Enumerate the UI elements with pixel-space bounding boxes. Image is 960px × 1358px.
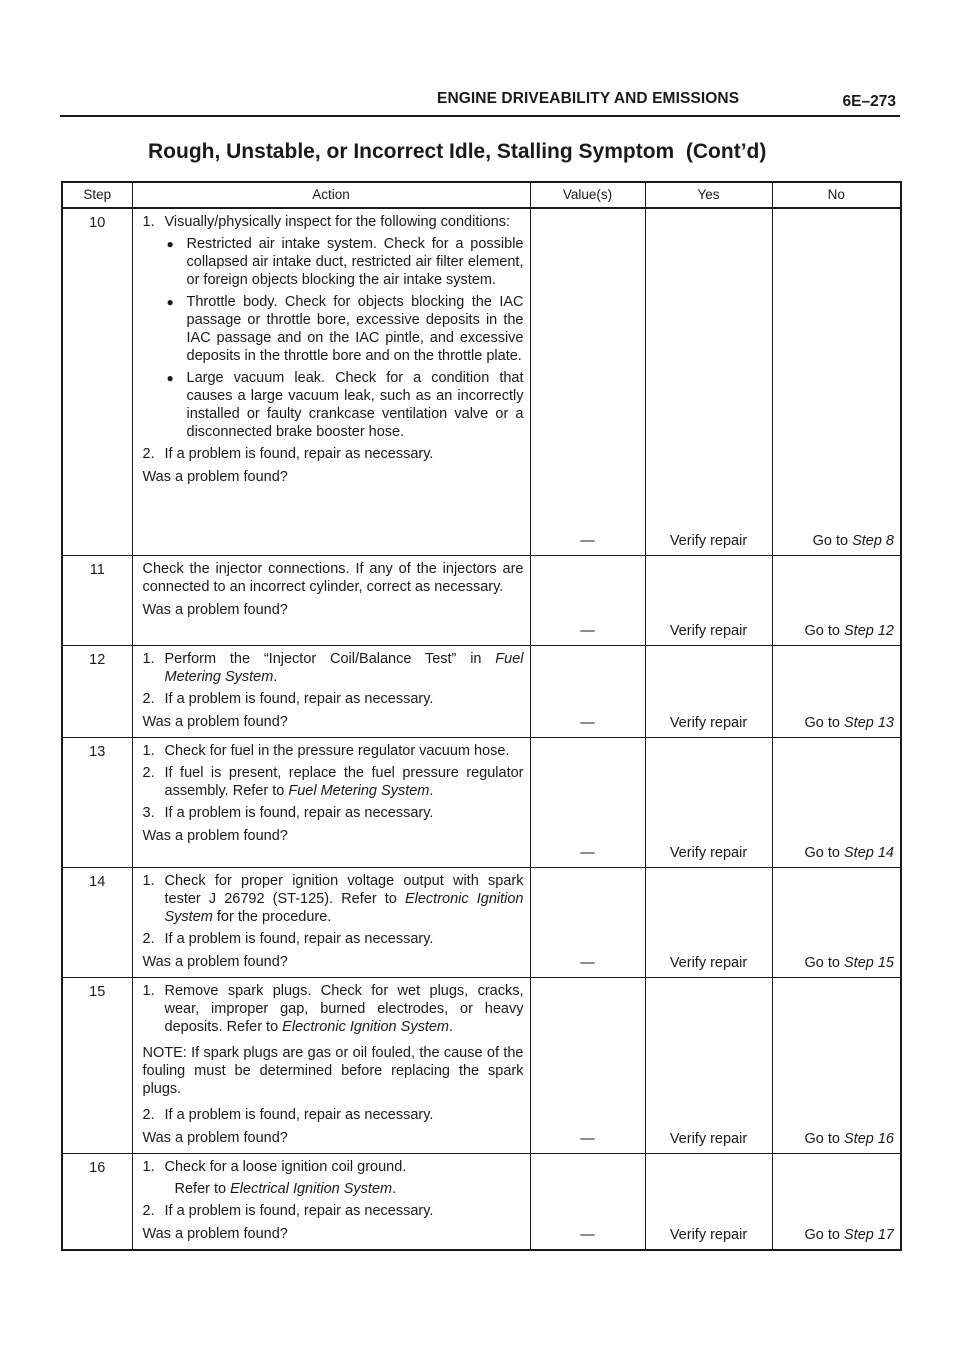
table-row	[62, 208, 901, 555]
manual-reference: Fuel Metering System	[164, 650, 524, 685]
action-cell: 1. Visually/physically inspect for the following conditions: ● Restricted air intake system. Check for a possible collapsed air intake duct, restricted air filter element, or foreign objects blocking the air intake system. ● Throttle body. Check for objects blocking the IAC passage or throttle bore, excessive deposits in the IAC passage and on the IAC pintle, and excessive deposits in the throttle bore and on the throttle plate. ● Large vacuum leak. Check for a condition that causes a large vacuum leak, such as an incorrectly installed or faulty crankcase ventilation valve or a disconnected brake booster hose. 2. If a problem is found, repair as necessary. Was a problem found?	[132, 208, 530, 555]
step-number: 10	[62, 208, 132, 555]
page-header	[60, 88, 900, 118]
header-rule	[60, 115, 900, 117]
action-cell: 1. Perform the “Injector Coil/Balance Test” in Fuel Metering System. 2. If a problem is found, repair as necessary. Was a problem found?	[132, 645, 530, 737]
question-text: Was a problem found?	[142, 469, 288, 485]
manual-reference: Fuel Metering System	[288, 782, 430, 799]
action-cell: 1. Remove spark plugs. Check for wet plugs, cracks, wear, improper gap, burned electrodes, or heavy deposits. Refer to Electronic Ignition System. NOTE: If spark plugs are gas or oil fouled, the cause of the fouling must be determined before replacing the spark plugs. 2. If a problem is found, repair as necessary. Was a problem found?	[132, 977, 530, 1153]
question-text: Was a problem found?	[142, 601, 288, 618]
action-text: If a problem is found, repair as necessary.	[164, 690, 434, 707]
bullet-icon: ●	[166, 295, 174, 309]
question-text: Was a problem found?	[142, 713, 288, 730]
step-reference: Step 15	[844, 954, 894, 971]
question-text: Was a problem found?	[142, 1129, 288, 1146]
table-row	[62, 555, 901, 645]
no-cell: Go to Step 8	[772, 208, 901, 555]
column-header-action: Action	[132, 182, 530, 208]
action-text: Check for fuel in the pressure regulator vacuum hose.	[164, 742, 510, 759]
action-cell	[132, 555, 530, 645]
yes-cell: Verify repair	[645, 737, 772, 867]
no-cell: Go to Step 17	[772, 1153, 901, 1250]
question-text: Was a problem found?	[142, 953, 288, 970]
action-text: If a problem is found, repair as necessary.	[164, 804, 434, 821]
section-title: ENGINE DRIVEABILITY AND EMISSIONS	[437, 90, 740, 107]
action-text: Perform the “Injector Coil/Balance Test” in Fuel Metering System.	[164, 650, 524, 685]
no-cell: Go to Step 16	[772, 977, 901, 1153]
table-row	[62, 1153, 901, 1250]
action-cell: 1. Check for proper ignition voltage output with spark tester J 26792 (ST-125). Refer to Electronic Ignition System for the procedure. 2. If a problem is found, repair as necessary. Was a problem found?	[132, 867, 530, 977]
step-reference: Step 16	[844, 1130, 894, 1147]
value-cell: —	[530, 737, 645, 867]
step-reference: Step 14	[844, 844, 894, 861]
step-number: 11	[62, 555, 132, 645]
action-text: If a problem is found, repair as necessary.	[164, 1202, 434, 1219]
table-row	[62, 645, 901, 737]
step-reference: Step 13	[844, 714, 894, 731]
no-cell: Go to Step 14	[772, 737, 901, 867]
question-text: Was a problem found?	[142, 827, 288, 844]
step-reference: Step 12	[844, 622, 894, 639]
action-text: Check for proper ignition voltage output with spark tester J 26792 (ST-125). Refer to Electronic Ignition System for the procedure.	[164, 872, 524, 925]
bullet-icon: ●	[166, 371, 174, 385]
yes-cell: Verify repair	[645, 1153, 772, 1250]
action-text: If a problem is found, repair as necessary.	[164, 1106, 434, 1123]
yes-cell: Verify repair	[645, 645, 772, 737]
column-header-values: Value(s)	[530, 182, 645, 208]
manual-reference: Electronic Ignition System	[164, 890, 524, 925]
value-cell: —	[530, 555, 645, 645]
action-text: If fuel is present, replace the fuel pressure regulator assembly. Refer to Fuel Metering System.	[164, 764, 524, 799]
no-cell: Go to Step 12	[772, 555, 901, 645]
table-header-row	[62, 182, 901, 208]
step-number: 12	[62, 645, 132, 737]
action-cell: 1. Check for fuel in the pressure regulator vacuum hose. 2. If fuel is present, replace the fuel pressure regulator assembly. Refer to Fuel Metering System. 3. If a problem is found, repair as necessary. Was a problem found?	[132, 737, 530, 867]
question-text: Was a problem found?	[142, 1225, 288, 1242]
value-cell: —	[530, 645, 645, 737]
bullet-icon: ●	[166, 237, 174, 251]
value-cell: —	[530, 208, 645, 555]
action-text: If a problem is found, repair as necessary.	[164, 930, 434, 947]
page-number: 6E–273	[842, 93, 896, 110]
bullet-item: ● Throttle body. Check for objects blocking the IAC passage or throttle bore, excessive deposits in the IAC passage and on the IAC pintle, and excessive deposits in the throttle bore and on the throttle plate.	[166, 294, 524, 364]
action-cell: 1. Check for a loose ignition coil ground. Refer to Electrical Ignition System. 2. If a problem is found, repair as necessary. Was a problem found?	[132, 1153, 530, 1250]
note-text: NOTE: If spark plugs are gas or oil fouled, the cause of the fouling must be determined before replacing the spark plugs.	[142, 1044, 524, 1097]
step-reference: Step 8	[852, 532, 894, 549]
yes-cell: Verify repair	[645, 208, 772, 555]
yes-cell: Verify repair	[645, 867, 772, 977]
diagnostic-table	[61, 181, 902, 1251]
page-title: Rough, Unstable, or Incorrect Idle, Stalling Symptom (Cont’d)	[148, 140, 767, 163]
action-text: Refer to Electrical Ignition System.	[174, 1180, 397, 1197]
column-header-yes: Yes	[645, 182, 772, 208]
step-number: 16	[62, 1153, 132, 1250]
action-text: Check for a loose ignition coil ground.	[164, 1158, 407, 1175]
bullet-item: ● Large vacuum leak. Check for a condition that causes a large vacuum leak, such as an incorrectly installed or faulty crankcase ventilation valve or a disconnected brake booster hose.	[166, 370, 524, 440]
step-number: 13	[62, 737, 132, 867]
action-text: Remove spark plugs. Check for wet plugs, cracks, wear, improper gap, burned electrodes, or heavy deposits. Refer to Electronic Ignition System.	[164, 982, 524, 1035]
value-cell: —	[530, 867, 645, 977]
table-row	[62, 867, 901, 977]
table-row	[62, 977, 901, 1153]
table-row	[62, 737, 901, 867]
manual-reference: Electrical Ignition System	[230, 1180, 393, 1197]
value-cell: —	[530, 977, 645, 1153]
action-text: If a problem is found, repair as necessary.	[164, 446, 434, 462]
no-cell: Go to Step 15	[772, 867, 901, 977]
step-number: 14	[62, 867, 132, 977]
step-reference: Step 17	[844, 1226, 894, 1243]
action-text: Check the injector connections. If any of the injectors are connected to an incorrect cylinder, correct as necessary.	[142, 560, 524, 595]
yes-cell: Verify repair	[645, 977, 772, 1153]
no-cell: Go to Step 13	[772, 645, 901, 737]
value-cell: —	[530, 1153, 645, 1250]
step-number: 15	[62, 977, 132, 1153]
column-header-step: Step	[62, 182, 132, 208]
bullet-item: ● Restricted air intake system. Check for a possible collapsed air intake duct, restricted air filter element, or foreign objects blocking the air intake system.	[166, 236, 524, 288]
column-header-no: No	[772, 182, 901, 208]
yes-cell: Verify repair	[645, 555, 772, 645]
action-text: Visually/physically inspect for the following conditions:	[164, 214, 510, 230]
manual-reference: Electronic Ignition System	[282, 1018, 449, 1035]
